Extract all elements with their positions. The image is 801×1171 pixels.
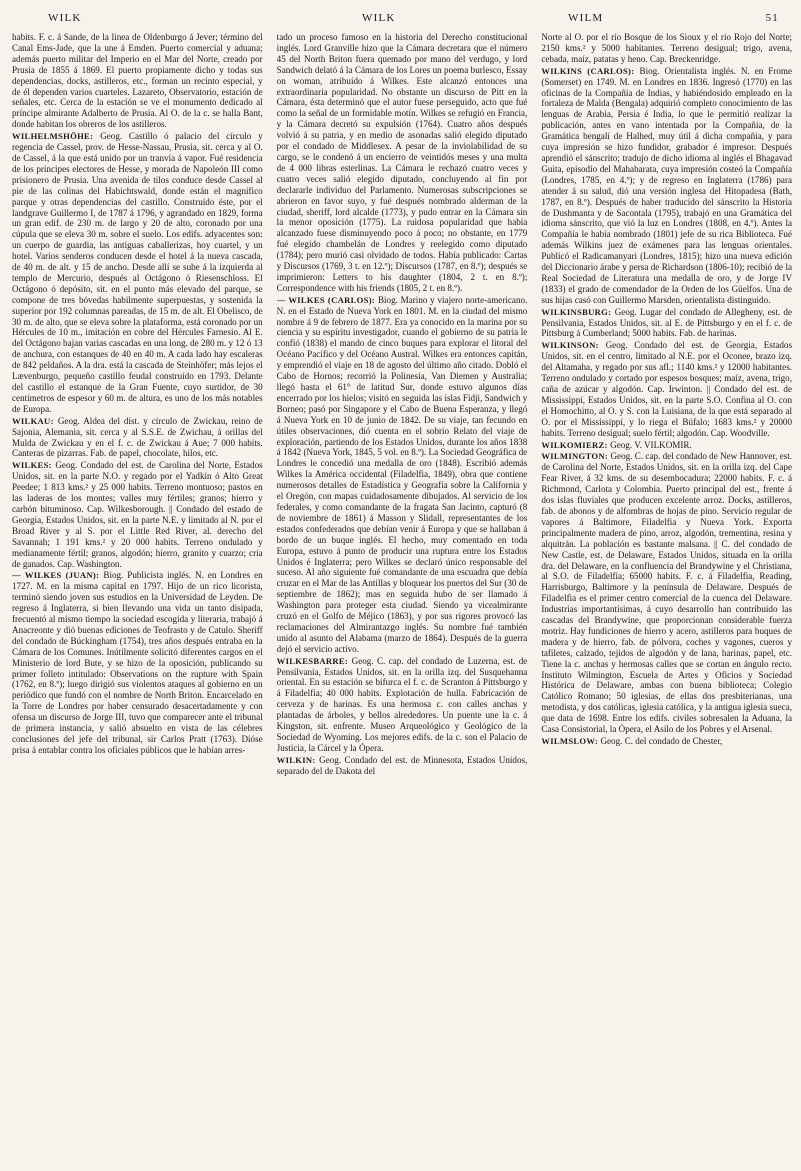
running-head-center: WILK bbox=[362, 12, 396, 24]
entry-headword: WILMINGTON: bbox=[541, 451, 611, 462]
entry-text: Geog. Lugar del condado de Allegheny, est. de Pensilvania, Estados Unidos, sit. al E. de Pittsburgo y en el f. c. de Pittsburg á Cumberland; 5000 habits. Fab. de harinas. bbox=[541, 306, 793, 339]
entry-text: Geog. V. VILKOMIR. bbox=[610, 439, 692, 450]
entry-text: tado un proceso famoso en la historia del Derecho constitucional inglés. Lord Granville hizo que la Cámara decretara que el número 45 del North Briton fuera quemado por mano del verdugo, y lord Sandwich delató á la Cámara de los Lores un poema burlesco, Essay on woman, atribuído á Wilkes. Este alcanzó entonces una extraordinaria popularidad. No obstante un discurso de Pitt en la Cámara, ésta determinó que el autor fuese perseguido, acto que fué como la señal de un formidable motín. Wilkes se refugió en Francia, y la Cámara decretó su expulsión (1764). Cuatro años después volvió á su patria, y en medio de asonadas salió elegido diputado por el condado de Middlesex. A pesar de la inviolabilidad de su cargo, se le condenó á un encierro de veintidós meses y una multa de 4 000 libras esterlinas. La Cámara le rechazó cuatro veces y cuatro veces salió elegido diputado, concluyendo al fin por declararle individuo del Parlamento. Numerosas subscripciones se abrieron en favor suyo, y fué después nombrado alderman de la ciudad, sheriff, lord alcalde (1773), y pudo entrar en la Cámara sin la menor oposición (1775). La ruidosa popularidad que había alcanzado fuese disminuyendo poco á poco; no obstante, en 1779 fué elegido chambelán de Londres y reelegido como diputado (1784); pero murió casi olvidado de todos. Había publicado: Cartas y Discursos (1769, 3 t. en 12.º); Discursos (1787, en 8.º); después se imprimieron: Letters to his daughter (1804, 2 t. en 8.º); Correspondence with his friends (1805, 2 t. en 8.º). bbox=[276, 32, 528, 293]
entry-headword: WILKOMIERZ: bbox=[541, 439, 611, 450]
entry-text: Geog. Condado del est. de Minnesota, Estados Unidos, separado del de Dakota del bbox=[276, 754, 528, 776]
entry-headword: WILKINS (CARLOS): bbox=[541, 65, 640, 76]
entry-text: Biog. Publicista inglés. N. en Londres en 1727. M. en la misma capital en 1797. Hijo de un rico licorista, terminó siendo joven sus estudios en la Universidad de Leyden. De regreso á Inglaterra, si bien llevando una vida un tanto disipada, frecuentó al mismo tiempo la sociedad escogida y literaria, trabajó á Anacreonte y dió buenas ediciones de Teofrasto y de Catulo. Sheriff del condado de Búckingham (1754), tres años después entraba en la Cámara de los Comunes. Inútilmente solicitó diferentes cargos en el Ministerio de lord Bute, y se hizo de la oposición, publicando su primer folleto intitulado: Observations on the rupture with Spain (1762, en 8.º); luego dirigió sus violentos ataques al gobierno en un periódico que fundó con el nombre de North Briton. Encarcelado en la Torre de Londres por haber censurado desacertadamente y con ofensa un discurso de Jorge III, tuvo que comparecer ante el tribunal de primera instancia, y salió absuelto en vista de las célebres conclusiones del jefe del tribunal, sir Carlos Pratt (1763). Dióse prisa á entablar contra los oficiales públicos que le habían arres- bbox=[12, 570, 263, 755]
dictionary-entry bbox=[541, 66, 792, 306]
dictionary-entry bbox=[541, 736, 792, 747]
column-1 bbox=[12, 32, 263, 1160]
dictionary-entry bbox=[277, 755, 528, 777]
entry-headword: WILKINSON: bbox=[541, 340, 606, 351]
running-head bbox=[40, 12, 779, 28]
entry-text: Norte al O. por el río Bosque de los Sioux y el río Rojo del Norte; 2150 kms.² y 5000 habitantes. Terreno desigual; trigo, avena, cebada, maíz, patatas y heno. Cap. Breckenridge. bbox=[541, 32, 793, 64]
dictionary-entry bbox=[12, 131, 263, 415]
text-columns bbox=[12, 32, 792, 1160]
dictionary-entry bbox=[541, 440, 792, 451]
dictionary-entry bbox=[12, 570, 263, 755]
dictionary-entry bbox=[277, 32, 528, 294]
dictionary-entry bbox=[541, 340, 792, 438]
dictionary-entry bbox=[12, 32, 263, 130]
page-number: 51 bbox=[765, 12, 779, 24]
dictionary-entry bbox=[541, 451, 792, 735]
entry-headword: — WILKES (CARLOS): bbox=[276, 294, 378, 305]
entry-headword: WILKAU: bbox=[12, 415, 58, 426]
entry-text: Geog. Castillo ó palacio del círculo y regencia de Cassel, prov. de Hesse-Nassau, Prusia, sit. cerca y al O. de Cassel, á la que está unido por un tranvía á vapor. Fué residencia de los príncipes electores de Hesse, y morada de Napoleón III como prisionero de Prusia. Una avenida de tilos conduce desde Cassel al pie de las colinas del Habichtswald, donde están el magnífico parque y otras dependencias del castillo. Construído éste, por el landgrave Guillermo I, de 1787 á 1796, y agrandado en 1829, forma un gran edif. de 230 m. de largo y 20 de alto, coronado por una cúpula que se eleva 30 m. sobre el suelo. Los edifs. adyacentes son: un cuerpo de guardia, las antiguas caballerizas, hoy cuartel, y un hotel. Varios senderos conducen desde el hotel á la nueva cascada, de 40 m. de alt. y 15 de ancho. Desde allí se sube á la izquierda al templo de Mercurio, después al Octágono ó Riesenschloss. El Octágono ó depósito, sit. en el punto más elevado del parque, se compone de tres bóvedas habilmente superpuestas, y sostenida la superior por 192 columnas pareadas, de 15 m. de alt. El Obelisco, de 30 m. de alto, que se eleva sobre la plataforma, está coronado por un Hércules de 10 m., imitación en cobre del Hércules Farnesio. Al E. del Octágono bajan varias cascadas en una long. de 280 m. y 12 ó 13 de anchura, con estanques de 40 en 40 m. A cada lado hay escaleras de 842 peldaños. A la dra. está la cascada de Steinhöfer; más lejos el Lævenburgo, pequeño castillo feudal construído en 1793. Delante del castillo el estanque de la Gran Fuente, cuyo surtidor, de 30 centímetros de espesor y 60 m. de altura, es uno de los más notables de Europa. bbox=[12, 131, 263, 414]
entry-headword: WILKESBARRE: bbox=[276, 655, 352, 666]
entry-text: Geog. Condado del est. de Georgia, Estados Unidos, sit. en el centro, limitado al N.E. por el Oconee, brazo izq. del Altamaha, y regado por sus afl.; 1140 kms.² y 12000 habitantes. Terreno ondulado y cortado por espesos bosques; maíz, avena, trigo, caña de azúcar y algodón. Cap. Irwinton. || Condado del est. de Mississippí, Estados Unidos, sit. en la parte S.O. Confina al O. con el Homochitto, al O. y S. con la Luisiana, de la que está separado al O. por el Mississippí, y lo riega el Búfalo; 1683 kms.² y 20000 habits. Terreno desigual; suelo fértil; algodón. Cap. Woodville. bbox=[541, 340, 793, 438]
entry-headword: WILKES: bbox=[12, 460, 56, 471]
entry-headword: WILHELMSHÖHE: bbox=[12, 131, 101, 142]
entry-text: Geog. Aldea del dist. y círculo de Zwickau, reino de Sajonia, Alemania, sit. cerca y al S.S.E. de Zwichau, á orillas del Mulda de Zwickau y en el f. c. de Zwickau á Aue; 7 000 habits. Canteras de pizarras. Fab. de papel, chocolate, hilos, etc. bbox=[12, 415, 263, 459]
dictionary-entry bbox=[277, 656, 528, 754]
column-2 bbox=[277, 32, 528, 1160]
entry-text: Geog. C. del condado de Chester, bbox=[600, 736, 723, 746]
dictionary-entry bbox=[12, 416, 263, 460]
entry-text: Biog. Orientalista inglés. N. en Frome (Somerset) en 1749. M. en Londres en 1836. Ingresó (1770) en las oficinas de la Compañía de Indias, y habiéndosido empleado en la fortaleza de Malda (Bengala) adquirió completo conocimiento de las lenguas de Arabia, Persia é India, lo que le permitió realizar la publicación, antes en vano intentada por la Compañía, de la Gramática bengalí de Halhed, muy útil á dicha compañía, y para cuya impresión se hizo fundidor, grabador é impresor. Después aprendió el sánscrito; tradujo de dicho idioma al inglés el Bhagavad Guita, episodio del Mahabarata, cuya impresión costeó la Compañía (Londres, 1785, en 4.º); y de regreso en Inglaterra (1786) para atender á su salud, dió una versión inglesa del Hitopadesa (Bath, 1787, en 8.º). Después de haber traducido del sánscrito la Historia de Dushmanta y de Sacontala (1795), trabajó en una Gramática del idioma sánscrito, que vió la luz en Londres (1808, en 4.º). Antes la Compañía le había nombrado (1801) jefe de su rica Biblioteca. Fué además Wilkins juez de exámenes para las lenguas orientales. Publicó el Radicamanyari (Londres, 1815); hizo una nueva edición del Diccionario árabe y persa de Richardson (1806-10); recibió de la Real Sociedad de Literatura una medalla de oro, y de Jorge IV (1833) el grado de comendador de la Orden de los Güelfos. Una de sus hijas casó con Guillermo Marsden, orientalista distinguido. bbox=[541, 65, 793, 305]
entry-headword: WILKIN: bbox=[276, 754, 320, 765]
running-head-left: WILK bbox=[48, 12, 82, 24]
dictionary-entry bbox=[541, 307, 792, 340]
entry-text: Geog. C. cap. del condado de New Hannover, est. de Carolina del Norte, Estados Unidos, sit. en la orilla izq. del Cape Fear River, á 32 kms. de su desembocadura; 22000 habits. F. c. á Richmond, Carlota y Colombia. Puerto principal del est., frente á dos islas fluviales que producen excelente arroz. Docks, astilleros, fab. de abonos y de alfombras de hojas de pino. Servicio regular de vapores á Baltimore, Filadelfia y Nueva York. Exporta principalmente madera de pino, arroz, algodón, trementina, resina y alquitrán. La población es bastante malsana. || C. del condado de New Castle, est. de Delaware, Estados Unidos, situada en la orilla dra. del Delaware, en la confluencia del Brandywine y el Christiana, al S.O. de Filadelfia; 65000 habits. F. c. á Filadelfia, Reading, Harrisburgo, Baltimore y la península de Delaware. Después de Filadelfia es el primer centro comercial de la cuenca del Delaware. Industrias importantísimas, á cuyo desarrollo han contribuido las cascadas del Brandywine, que proporcionan considerable fuerza motriz. Hay fundiciones de hierro y acero, astilleros para buques de madera y de hierro, fab. de pólvora, coches y vagones, cueros y tafiletes, calzado, tejidos de algodón y de lana, harinas, papel, etc. Tiene la c. anchas y hermosas calles que se cortan en ángulo recto. Instituto Wilmington, Escuela de Artes y Oficios y Sociedad Histórica de Delaware, ambas con buena biblioteca; Colegio Católico Romano; 50 iglesias, de ellas dos presbiterianas, una metodista, y dos católicas, iglesia católica, y la antigua iglesia sueca, que data de 1698. Entre los edifs. civiles sobresalen la Aduana, la Casa Consistorial, la Ópera, el Asilo de los Pobres y el Arsenal. bbox=[541, 451, 793, 735]
running-head-right: WILM bbox=[568, 12, 604, 24]
entry-headword: — WILKES (JUAN): bbox=[12, 570, 104, 581]
entry-text: Geog. Condado del est. de Carolina del Norte, Estados Unidos, sit. en la parte N.O. y regado por el Yadkin ó Alto Great Peedee; 1 813 kms.² y 25 000 habits. Terreno montuoso; pastos en las laderas de los montes; valles muy fértiles; granos; hierro y carbón bituminoso. Cap. Wilkesborough. || Condado del estado de Georgia, Estados Unidos, sit. en la parte N.E. y limitado al N. por el Broad River y al S. por el Little Red River, al. derecho del Savannah; 1 191 kms.² y 20 000 habits. Terreno ondulado y medianamente fértil; granos, algodón; hierro, granito y cuarzo; cría de ganados. Cap. Washington. bbox=[12, 460, 263, 569]
dictionary-entry bbox=[541, 32, 792, 65]
entry-text: Geog. C. cap. del condado de Luzerna, est. de Pensilvania, Estados Unidos, sit. en la orilla izq. del Susquehanna oriental. En su estación se bifurca el f. c. de Scranton á Pittsburgo y á Filadelfia; 40 000 habits. Explotación de hulla. Fabricación de cerveza y de harinas. Es una hermosa c. con calles anchas y plantadas de árboles, y bellos alrededores. Un puente une la c. á Kingston, sit. enfrente. Museo Arqueológico y Geológico de la Sociedad de Wyoming. Los mejores edifs. de la c. son el Palacio de Justicia, la Cárcel y la Ópera. bbox=[276, 655, 528, 753]
entry-headword: WILMSLOW: bbox=[541, 736, 601, 746]
dictionary-entry bbox=[277, 295, 528, 655]
entry-text: habits. F. c. á Sande, de la línea de Oldenburgo á Jever; término del Canal Ems-Jade, que la une á Emden. Puerto comercial y aduana; además puerto militar del Imperio en el Mar del Norte, creado por Prusia de 1855 á 1869. El puerto propiamente dicho y todas sus dependencias, docks, astilleros, etc., forman un recinto especial, y de él dependen varios cuarteles. Lazareto, Observatorio, estación de señales, etc. Cerca de la estación se ve el monumento dedicado al príncipe almirante Adalberto de Prusia. Al O. de la c. se halla Bant, donde habitan los obreros de los astilleros. bbox=[12, 32, 263, 130]
entry-headword: WILKINSBURG: bbox=[541, 306, 615, 317]
entry-text: Biog. Marino y viajero norte-americano. N. en el Estado de Nueva York en 1801. M. en la ciudad del mismo nombre á 9 de febrero de 1877. Era ya conocido en la marina por su ciencia y su espíritu investigador, cuando el gobierno de su patria le confió (1838) el mando de cinco buques para explorar el litoral del Océano Pacífico y del Océano Austral. Wilkes era entonces capitán, y emprendió el viaje en 18 de agosto del último año citado. Dobló el Cabo de Hornos; recorrió la Polinesia, Van Diemen y Australia; llegó hasta el 61° de latitud Sur, donde estuvo algunos días encerrado por los hielos; visitó en seguida las islas Fidji, Sandwich y Borneo; pasó por Singapore y el Cabo de Buena Esperanza, y llegó á Nueva York en 10 de junio de 1842. De su viaje, tan fecundo en útiles observaciones, dió cuenta en el sobrio Relato del viaje de exploración, partiendo de los Estados Unidos, durante los años 1838 á 1842 (Nueva York, 1845, 5 vol. en 8.º). La Sociedad Geográfica de Londres le concedió una medalla de oro (1848). Escribió además Wilkes la América occidental (Filadelfia, 1849), obra que contiene numerosos detalles de Estadística y Geografía sobre la California y el Oregón, con mapas cuidadosamente dibujados. Al servicio de los federales, y como comandante de la fragata San Jacinto, capturó (8 de noviembre de 1861) á Masson y Slidall, representantes de los estados confederados que debían venir á Europa y que se hallaban á bordo de un buque inglés. El hecho, muy comentado en toda Europa, estuvo á punto de producir una ruptura entre los Estados Unidos é Inglaterra; pero Wilkes se declaró único responsable del suceso. Al año siguiente fué comandante de una escuadra que debía cruzar en el Mar de las Antillas y bloquear los puertos del Sur (30 de septiembre de 1862); mas en seguida hubo de ser llamado á Washington para proteger esta ciudad. Siendo ya vicealmirante cruzó en el Golfo de Méjico (1863), y por sus rigores provocó las reclamaciones del Almirantazgo inglés. Su nombre fué también unido al asunto del Alabama (marzo de 1864). Después de la guerra dejó el servicio activo. bbox=[276, 294, 528, 654]
dictionary-entry bbox=[12, 460, 263, 569]
column-3 bbox=[541, 32, 792, 1160]
